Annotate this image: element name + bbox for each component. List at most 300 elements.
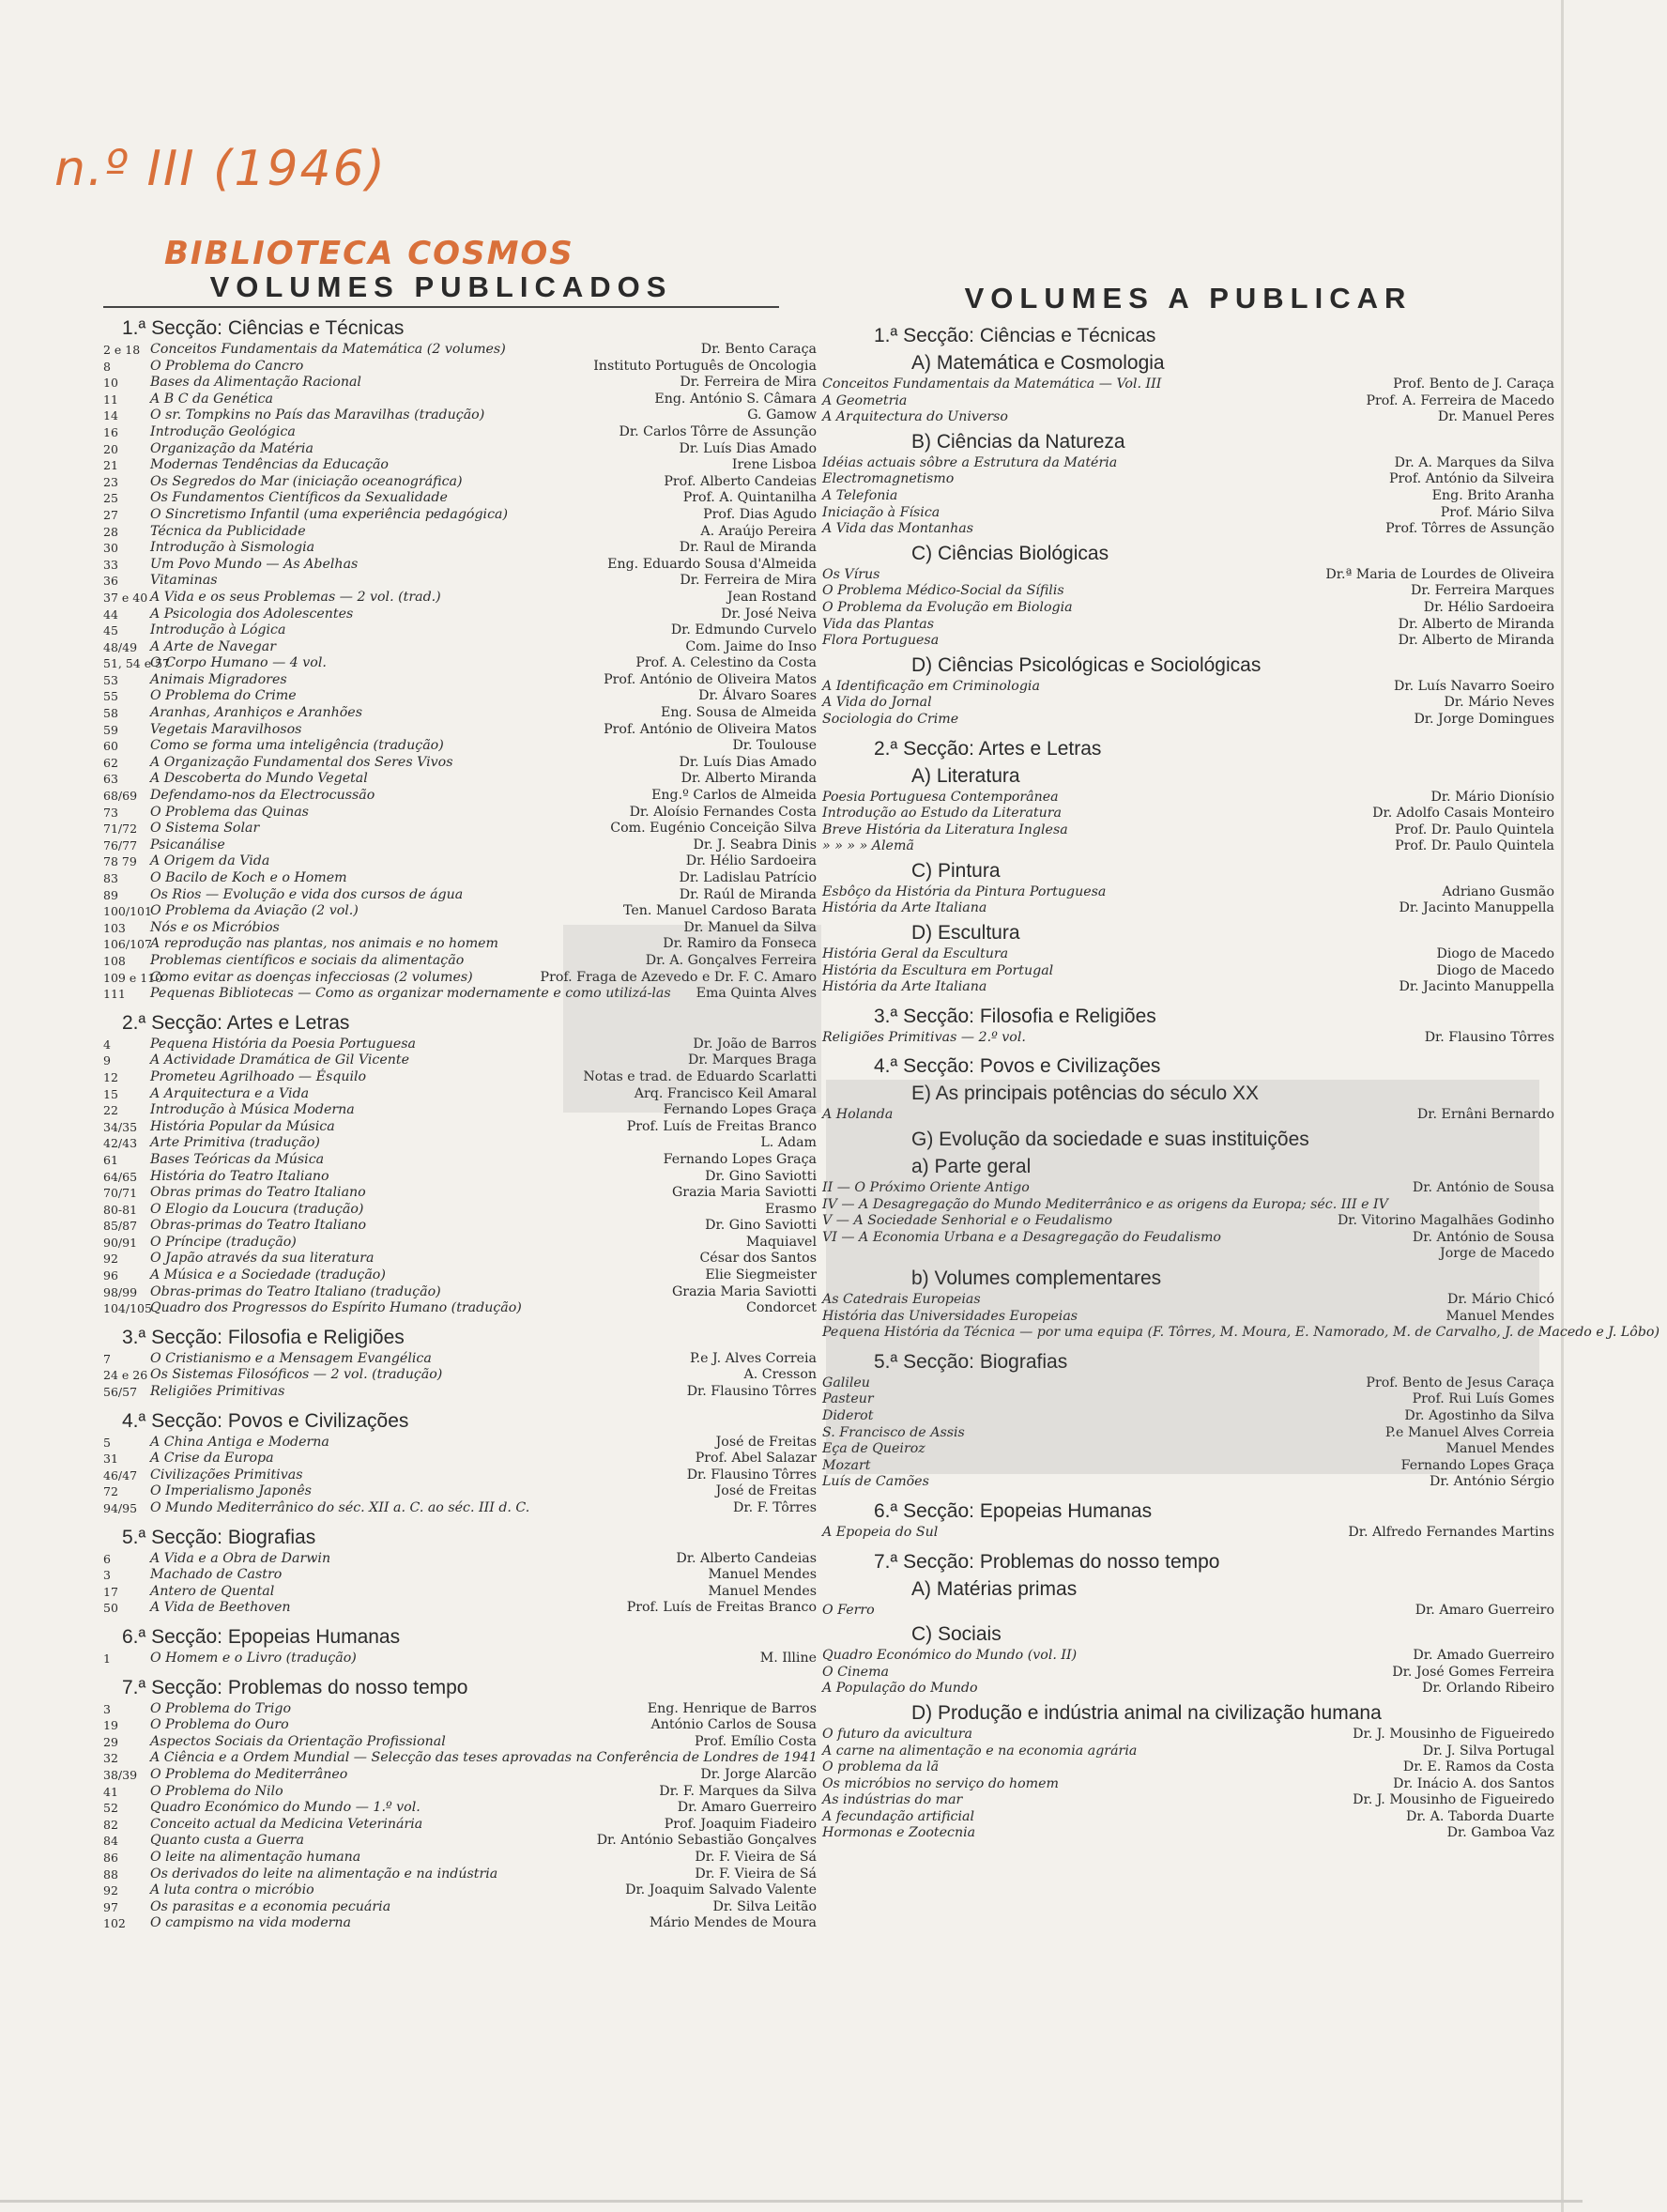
volume-author: Dr. Agostinho da Silva <box>1404 1407 1554 1423</box>
volume-number: 29 <box>103 1734 118 1749</box>
volume-title: Vitaminas <box>150 573 218 589</box>
volume-title: O futuro da avicultura <box>822 1726 972 1742</box>
list-item <box>103 1367 817 1384</box>
volume-author: Dr. Ferreira Marques <box>1411 583 1554 599</box>
list-item <box>103 490 817 507</box>
volume-title: Introdução ao Estudo da Literatura <box>822 806 1062 822</box>
list-item <box>103 474 817 491</box>
volume-number: 104/105 <box>103 1301 152 1316</box>
list-item <box>103 1119 817 1136</box>
list-item <box>103 1202 817 1219</box>
volume-title: A Holanda <box>822 1107 894 1123</box>
volume-title: O Problema do Nilo <box>150 1783 283 1799</box>
volume-author: P.e Manuel Alves Correia <box>1384 1424 1554 1440</box>
section-heading: 1.ª Secção: Ciências e Técnicas <box>874 325 1156 346</box>
volume-title: VI — A Economia Urbana e a Desagregação do Feudalismo <box>822 1229 1221 1245</box>
subsection-heading: C) Sociais <box>911 1623 1002 1646</box>
volume-author: Dr. Ferreira de Mira <box>680 375 817 391</box>
list-item <box>822 409 1554 426</box>
volume-title: Pequenas Bibliotecas — Como as organizar modernamente e como utilizá-las <box>150 986 671 1002</box>
list-item <box>822 1603 1554 1620</box>
list-item <box>103 1169 817 1186</box>
volume-number: 11 <box>103 392 118 407</box>
list-item <box>103 1037 817 1053</box>
volume-title: Vegetais Maravilhosos <box>150 721 302 737</box>
volume-author: Manuel Mendes <box>1445 1441 1554 1457</box>
volume-title: O Problema do Ouro <box>150 1717 289 1733</box>
volume-title: Eça de Queiroz <box>822 1441 925 1457</box>
list-item <box>822 1391 1554 1408</box>
volume-number: 98/99 <box>103 1284 138 1299</box>
list-item <box>822 376 1554 393</box>
volume-author: Eng. Eduardo Sousa d'Almeida <box>607 556 817 572</box>
volume-number: 44 <box>103 607 118 622</box>
volume-author: Instituto Português de Oncologia <box>593 358 817 374</box>
volume-author: Dr. Adolfo Casais Monteiro <box>1372 806 1554 822</box>
list-item <box>103 1784 817 1801</box>
subsection-heading: A) Matemática e Cosmologia <box>911 352 1165 374</box>
volume-author: Eng. Brito Aranha <box>1431 487 1554 503</box>
list-item <box>103 672 817 689</box>
list-item <box>103 1584 817 1601</box>
volume-author: Maquiavel <box>745 1234 817 1250</box>
volume-number: 48/49 <box>103 639 138 654</box>
list-item <box>822 1246 1554 1263</box>
volume-author: Elie Siegmeister <box>705 1267 817 1283</box>
volume-author: Prof. Luís de Freitas Branco <box>626 1118 817 1134</box>
volume-author: Dr. Carlos Tôrre de Assunção <box>619 423 817 439</box>
list-item <box>822 1776 1554 1793</box>
volume-title: Bases da Alimentação Racional <box>150 375 361 391</box>
volume-number: 15 <box>103 1086 118 1101</box>
list-item <box>103 688 817 705</box>
list-item <box>822 1743 1554 1760</box>
volume-number: 23 <box>103 474 118 489</box>
list-item <box>103 821 817 837</box>
volume-title: O leite na alimentação humana <box>150 1849 361 1865</box>
list-item <box>822 1825 1554 1842</box>
volume-number: 28 <box>103 524 118 539</box>
volume-number: 60 <box>103 739 118 754</box>
volume-title: A Crise da Europa <box>150 1451 274 1467</box>
upcoming-volumes-title: VOLUMES A PUBLICAR <box>964 282 1413 315</box>
volume-title: O Problema do Crime <box>150 688 297 704</box>
subsection-heading: D) Produção e indústria animal na civilização humana <box>911 1701 1382 1724</box>
volume-title: Técnica da Publicidade <box>150 523 306 539</box>
section-heading: 4.ª Secção: Povos e Civilizações <box>874 1055 1161 1078</box>
list-item <box>822 695 1554 712</box>
volume-author: Prof. Tôrres de Assunção <box>1385 521 1554 537</box>
list-item <box>103 424 817 441</box>
volume-author: Dr. José Neiva <box>721 606 817 622</box>
list-item <box>103 1483 817 1500</box>
volume-number: 45 <box>103 623 118 638</box>
volume-author: Dr. Luís Dias Amado <box>679 440 817 456</box>
volume-title: Prometeu Agrilhoado — Ésquilo <box>150 1068 367 1084</box>
volume-author: M. Illine <box>759 1650 817 1666</box>
section-heading: 7.ª Secção: Problemas do nosso tempo <box>874 1550 1220 1573</box>
list-item <box>822 1681 1554 1697</box>
volume-title: História da Arte Italiana <box>822 979 987 995</box>
section-heading: 7.ª Secção: Problemas do nosso tempo <box>122 1676 468 1698</box>
volume-title: A Ciência e a Ordem Mundial — Selecção das teses aprovadas na Conferência de Londres de 1941 <box>150 1750 818 1766</box>
list-item <box>103 1833 817 1850</box>
volume-author: Dr. Amaro Guerreiro <box>677 1800 817 1816</box>
list-item <box>103 1651 817 1667</box>
list-item <box>103 1300 817 1317</box>
list-item <box>103 557 817 574</box>
published-volumes-title: VOLUMES PUBLICADOS <box>103 270 779 308</box>
volume-number: 38/39 <box>103 1767 138 1782</box>
volume-title: Mozart <box>822 1457 871 1473</box>
volume-author: Dr. Edmundo Curvelo <box>670 622 817 638</box>
list-item <box>822 1197 1554 1214</box>
volume-title: O Problema Médico-Social da Sífilis <box>822 583 1064 599</box>
volume-number: 17 <box>103 1584 118 1599</box>
volume-author: Dr. A. Marques da Silva <box>1394 454 1554 470</box>
list-item <box>103 738 817 755</box>
volume-number: 52 <box>103 1801 118 1816</box>
volume-number: 1 <box>103 1651 111 1666</box>
volume-author: Prof. Dr. Paulo Quintela <box>1395 822 1554 837</box>
volume-number: 20 <box>103 441 118 456</box>
volume-title: Os Sistemas Filosóficos — 2 vol. (tradução) <box>150 1367 443 1383</box>
volume-title: Conceitos Fundamentais da Matemática — Vol. III <box>822 376 1162 392</box>
list-item <box>103 705 817 722</box>
list-item <box>103 1467 817 1484</box>
volume-title: Breve História da Literatura Inglesa <box>822 822 1068 837</box>
volume-title: Religiões Primitivas — 2.º vol. <box>822 1029 1026 1045</box>
section-heading: 3.ª Secção: Filosofia e Religiões <box>122 1326 405 1348</box>
volume-title: O Sincretismo Infantil (uma experiência pedagógica) <box>150 506 509 522</box>
volume-number: 108 <box>103 953 126 968</box>
list-item <box>103 1866 817 1883</box>
volume-number: 59 <box>103 722 118 737</box>
list-item <box>103 1185 817 1202</box>
volume-title: Os parasitas e a economia pecuária <box>150 1898 391 1914</box>
volume-number: 56/57 <box>103 1385 138 1400</box>
list-item <box>103 540 817 557</box>
volume-number: 70/71 <box>103 1186 138 1201</box>
list-item <box>103 375 817 392</box>
volume-author: Dr. Toulouse <box>732 738 817 754</box>
list-item <box>822 583 1554 600</box>
volume-number: 7 <box>103 1351 111 1366</box>
volume-author: Ema Quinta Alves <box>696 986 817 1002</box>
volume-title: A Arquitectura do Universo <box>822 409 1008 425</box>
list-item <box>103 607 817 623</box>
volume-title: Introdução à Música Moderna <box>150 1102 355 1118</box>
volume-title: A B C da Genética <box>150 391 274 407</box>
list-item <box>103 573 817 590</box>
volume-author: Dr. Ernâni Bernardo <box>1416 1107 1554 1123</box>
volume-number: 63 <box>103 772 118 787</box>
volume-author: Dr. Orlando Ribeiro <box>1422 1681 1554 1697</box>
list-item <box>103 342 817 359</box>
list-item <box>103 970 817 987</box>
volume-author: Eng. António S. Câmara <box>654 391 817 407</box>
list-item <box>822 1309 1554 1326</box>
volume-author: Dr. A. Taborda Duarte <box>1405 1808 1554 1824</box>
subsection-heading: G) Evolução da sociedade e suas instituições <box>911 1129 1309 1151</box>
volume-number: 100/101 <box>103 904 152 919</box>
handwritten-series-title: BIBLIOTECA COSMOS <box>164 235 574 272</box>
volume-number: 8 <box>103 359 111 374</box>
volume-number: 41 <box>103 1784 118 1799</box>
volume-title: O Japão através da sua literatura <box>150 1251 375 1267</box>
volume-title: História Geral da Escultura <box>822 946 1009 962</box>
list-item <box>103 1882 817 1899</box>
volume-author: Dr. António de Sousa <box>1412 1229 1554 1245</box>
volume-author: Dr. Alberto de Miranda <box>1398 616 1554 632</box>
section-heading: 6.ª Secção: Epopeias Humanas <box>874 1499 1153 1522</box>
volume-number: 50 <box>103 1601 118 1616</box>
volume-number: 34/35 <box>103 1119 138 1134</box>
list-item <box>103 1899 817 1916</box>
volume-author: Dr. Bento Caraça <box>700 342 817 357</box>
volume-title: S. Francisco de Assis <box>822 1424 965 1440</box>
volume-author: Dr. Manuel da Silva <box>683 919 817 935</box>
volume-author: P.e J. Alves Correia <box>689 1350 817 1366</box>
volume-title: Aspectos Sociais da Orientação Profissional <box>150 1733 446 1749</box>
list-item <box>822 1180 1554 1197</box>
list-item <box>822 633 1554 650</box>
volume-title: O Problema da Evolução em Biologia <box>822 599 1073 615</box>
volume-author: Notas e trad. de Eduardo Scarlatti <box>583 1068 817 1084</box>
subsection-heading: A) Literatura <box>911 764 1020 787</box>
list-item <box>103 1734 817 1751</box>
list-item <box>103 1152 817 1169</box>
volume-title: O Problema do Trigo <box>150 1700 291 1716</box>
volume-author: Dr. Mário Neves <box>1444 695 1554 711</box>
volume-number: 32 <box>103 1751 118 1766</box>
volume-title: Animais Migradores <box>150 671 287 687</box>
upcoming-volumes-list <box>822 325 1659 1842</box>
list-item <box>103 936 817 953</box>
list-item <box>103 622 817 639</box>
volume-number: 82 <box>103 1817 118 1832</box>
volume-title: Introdução à Lógica <box>150 622 286 638</box>
list-item <box>822 1030 1554 1047</box>
volume-title: Quadro Económico do Mundo — 1.º vol. <box>150 1800 421 1816</box>
volume-title: A luta contra o micróbio <box>150 1882 314 1898</box>
list-item <box>822 900 1554 917</box>
volume-number: 102 <box>103 1916 126 1931</box>
volume-title: O Príncipe (tradução) <box>150 1234 297 1250</box>
volume-title: Introdução à Sismologia <box>150 540 315 556</box>
volume-author: Diogo de Macedo <box>1436 946 1554 962</box>
volume-number: 76/77 <box>103 837 138 853</box>
volume-number: 62 <box>103 755 118 770</box>
volume-title: A Arquitectura e a Vida <box>150 1085 310 1101</box>
scan-edge-bottom <box>0 2200 1583 2203</box>
list-item <box>103 788 817 805</box>
volume-title: O Homem e o Livro (tradução) <box>150 1650 357 1666</box>
volume-title: Introdução Geológica <box>150 423 296 439</box>
list-item <box>103 920 817 937</box>
volume-author: Eng.º Carlos de Almeida <box>651 788 817 804</box>
volume-title: A Telefonia <box>822 487 898 503</box>
list-item <box>822 1107 1554 1124</box>
upcoming-volumes-column <box>822 282 1659 1962</box>
volume-title: A fecundação artificial <box>822 1808 975 1824</box>
list-item <box>822 838 1554 855</box>
list-item <box>822 1325 1659 1342</box>
volume-title: Os Rios — Evolução e vida dos cursos de água <box>150 886 464 902</box>
volume-title: Antero de Quental <box>150 1583 275 1599</box>
volume-title: O Cinema <box>822 1664 889 1680</box>
volume-number: 71/72 <box>103 822 138 837</box>
volume-title: Como evitar as doenças infecciosas (2 volumes) <box>150 969 473 985</box>
list-item <box>822 393 1554 410</box>
volume-author: Diogo de Macedo <box>1436 962 1554 978</box>
volume-title: Organização da Matéria <box>150 440 314 456</box>
volume-title: O Cristianismo e a Mensagem Evangélica <box>150 1350 432 1366</box>
volume-author: Prof. A. Quintanilha <box>682 490 817 506</box>
volume-author: Dr. Gino Saviotti <box>705 1218 817 1234</box>
list-item <box>103 1551 817 1568</box>
volume-title: A Vida e a Obra de Darwin <box>150 1550 331 1566</box>
volume-author: Com. Eugénio Conceição Silva <box>610 821 817 837</box>
volume-author: Dr. José Gomes Ferreira <box>1392 1664 1554 1680</box>
volume-title: A Vida do Jornal <box>822 695 932 711</box>
list-item <box>103 524 817 541</box>
volume-author: Dr. F. Marques da Silva <box>659 1783 817 1799</box>
volume-number: 61 <box>103 1152 118 1167</box>
volume-title: Psicanálise <box>150 837 225 853</box>
list-item <box>103 1915 817 1932</box>
volume-author: Dr. António de Sousa <box>1412 1180 1554 1196</box>
section-heading: 2.ª Secção: Artes e Letras <box>874 737 1102 760</box>
handwritten-issue-number: n.º III (1946) <box>54 141 387 197</box>
list-item <box>103 1135 817 1152</box>
volume-title: Modernas Tendências da Educação <box>150 457 389 473</box>
volume-author: Eng. Sousa de Almeida <box>661 705 817 721</box>
list-item <box>103 590 817 607</box>
volume-author: Dr. Raul de Miranda <box>679 540 817 556</box>
list-item <box>822 946 1554 963</box>
volume-title: O Problema do Cancro <box>150 358 304 374</box>
volume-title: O Problema do Mediterrâneo <box>150 1766 348 1782</box>
volume-title: Luís de Camões <box>822 1474 929 1490</box>
volume-author: Dr. Amaro Guerreiro <box>1415 1602 1554 1618</box>
list-item <box>822 1213 1554 1230</box>
volume-title: Pequena História da Poesia Portuguesa <box>150 1036 416 1052</box>
volume-number: 30 <box>103 541 118 556</box>
volume-number: 109 e 110 <box>103 970 163 985</box>
volume-number: 51, 54 e 57 <box>103 656 171 671</box>
volume-author: José de Freitas <box>715 1483 817 1499</box>
volume-author: A. Cresson <box>743 1367 817 1383</box>
list-item <box>822 567 1554 584</box>
volume-title: O Problema da Aviação (2 vol.) <box>150 903 359 919</box>
volume-author: Manuel Mendes <box>708 1583 817 1599</box>
volume-number: 97 <box>103 1899 118 1914</box>
volume-author: José de Freitas <box>715 1434 817 1450</box>
volume-number: 5 <box>103 1435 111 1450</box>
volume-title: Quadro dos Progressos do Espírito Humano (tradução) <box>150 1300 522 1316</box>
list-item <box>822 600 1554 617</box>
volume-author: Dr. Inácio A. dos Santos <box>1393 1775 1554 1791</box>
volume-author: Prof. Abel Salazar <box>695 1451 817 1467</box>
volume-author: Com. Jaime do Inso <box>685 638 817 654</box>
volume-number: 16 <box>103 424 118 439</box>
volume-title: O Bacilo de Koch e o Homem <box>150 870 347 885</box>
volume-author: Prof. António da Silveira <box>1388 471 1554 487</box>
volume-author: Prof. Mário Silva <box>1440 504 1554 520</box>
volume-author: César dos Santos <box>699 1251 817 1267</box>
volume-author: Jean Rostand <box>726 589 817 605</box>
volume-author: Dr. Manuel Peres <box>1437 409 1554 425</box>
list-item <box>103 771 817 788</box>
volume-number: 22 <box>103 1103 118 1118</box>
volume-number: 80-81 <box>103 1202 138 1217</box>
volume-author: Adriano Gusmão <box>1442 883 1554 899</box>
volume-author: Irene Lisboa <box>731 457 817 473</box>
list-item <box>103 853 817 870</box>
volume-title: Iniciação à Física <box>822 504 941 520</box>
volume-title: O sr. Tompkins no País das Maravilhas (tradução) <box>150 407 485 423</box>
volume-title: II — O Próximo Oriente Antigo <box>822 1180 1030 1196</box>
volume-author: Fernando Lopes Graça <box>1400 1457 1554 1473</box>
volume-title: Conceitos Fundamentais da Matemática (2 volumes) <box>150 342 506 357</box>
list-item <box>103 1069 817 1086</box>
list-item <box>822 1792 1554 1809</box>
volume-author: A. Araújo Pereira <box>700 523 817 539</box>
volume-author: Mário Mendes de Moura <box>649 1915 817 1931</box>
volume-number: 68/69 <box>103 789 138 804</box>
list-item <box>103 1351 817 1368</box>
list-item <box>822 1408 1554 1425</box>
volume-title: A Psicologia dos Adolescentes <box>150 606 354 622</box>
volume-author: Grazia Maria Saviotti <box>671 1283 817 1299</box>
volume-title: Pequena História da Técnica — por uma equipa (F. Tôrres, M. Moura, E. Namorado, M. de Carvalho, J. de Macedo e J. Lôbo) <box>822 1325 1659 1341</box>
volume-author: Eng. Henrique de Barros <box>647 1700 817 1716</box>
volume-author: Manuel Mendes <box>1445 1308 1554 1324</box>
volume-author: Dr. Jacinto Manuppella <box>1399 979 1554 995</box>
volume-author: Condorcet <box>746 1300 817 1316</box>
published-volumes-column <box>103 270 817 2195</box>
volume-number: 24 e 26 <box>103 1368 148 1383</box>
volume-title: Electromagnetismo <box>822 471 955 487</box>
list-item <box>822 822 1554 839</box>
list-item <box>103 1767 817 1784</box>
volume-author: Dr. Alberto Candeias <box>676 1550 817 1566</box>
list-item <box>822 963 1554 980</box>
volume-number: 6 <box>103 1551 111 1566</box>
volume-title: Nós e os Micróbios <box>150 919 280 935</box>
volume-author: Dr.ª Maria de Lourdes de Oliveira <box>1325 566 1554 582</box>
volume-number: 90/91 <box>103 1235 138 1250</box>
volume-author: Prof. António de Oliveira Matos <box>604 671 817 687</box>
volume-title: A Música e a Sociedade (tradução) <box>150 1267 386 1283</box>
volume-number: 2 e 18 <box>103 343 141 357</box>
volume-author: Dr. Alfredo Fernandes Martins <box>1348 1524 1554 1540</box>
volume-title: Quadro Económico do Mundo (vol. II) <box>822 1648 1078 1664</box>
volume-number: 64/65 <box>103 1169 138 1184</box>
subsection-heading: B) Ciências da Natureza <box>911 430 1125 453</box>
list-item <box>822 455 1554 472</box>
list-item <box>822 884 1554 901</box>
list-item <box>822 1648 1554 1665</box>
volume-title: Conceito actual da Medicina Veterinária <box>150 1816 423 1832</box>
volume-number: 106/107 <box>103 937 152 952</box>
volume-title: Bases Teóricas da Música <box>150 1151 325 1167</box>
volume-author: Dr. Hélio Sardoeira <box>1423 599 1554 615</box>
volume-title: A Actividade Dramática de Gil Vicente <box>150 1052 409 1068</box>
volume-author: Grazia Maria Saviotti <box>671 1185 817 1201</box>
volume-author: Dr. F. Tôrres <box>733 1500 817 1515</box>
